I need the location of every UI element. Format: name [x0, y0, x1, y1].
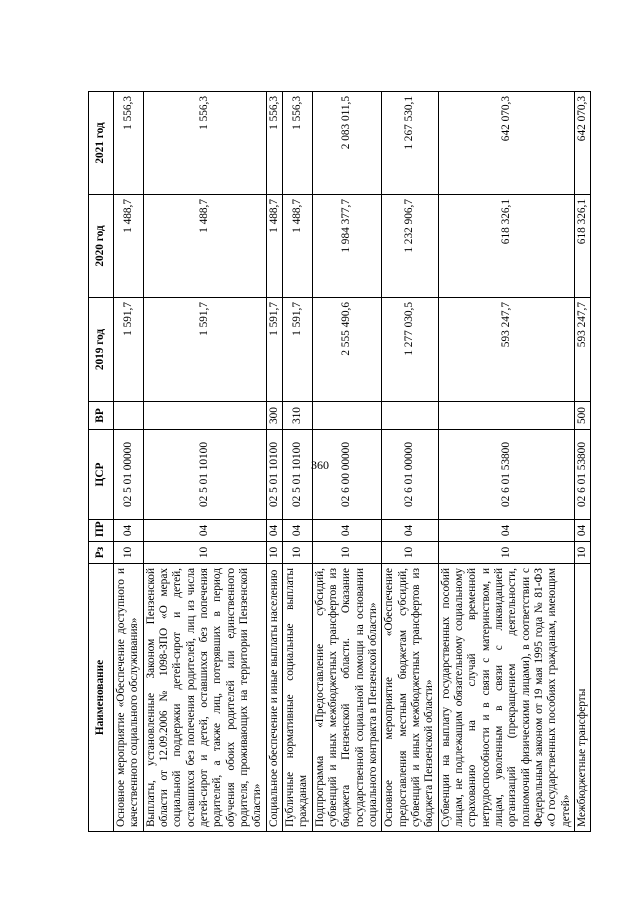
- row-vr: [143, 402, 266, 430]
- row-csr: 02 5 01 10100: [143, 430, 266, 520]
- row-rz: 10: [266, 542, 282, 564]
- row-csr: 02 6 01 00000: [382, 430, 438, 520]
- header-csr: ЦСР: [89, 430, 114, 520]
- row-csr: 02 6 00 00000: [312, 430, 382, 520]
- row-vr: [114, 402, 144, 430]
- table-row: [266, 92, 282, 832]
- row-2020: 1 232 906,7: [382, 195, 438, 298]
- row-2019: 1 591,7: [114, 298, 144, 402]
- header-2020: 2020 год: [89, 195, 114, 298]
- header-pr: ПР: [89, 520, 114, 542]
- row-2021: 2 083 011,5: [312, 92, 382, 195]
- row-2021: 642 070,3: [574, 92, 590, 195]
- rotated-sheet: [88, 92, 588, 832]
- row-2020: 1 488,7: [114, 195, 144, 298]
- row-name: Подпрограмма «Предоставление субсидий, субвенций и иных межбюджетных трансфертов из бюджета Пензенской области. Оказание государственной социальной помощи на основании социального контракта в Пензенской области»: [312, 564, 382, 832]
- row-2021: 1 556,3: [114, 92, 144, 195]
- row-vr: 310: [282, 402, 312, 430]
- table-header-row: [89, 92, 114, 832]
- row-name: Субвенции на выплату государственных пособий лицам, не подлежащим обязательному социальному страхованию на случай временной нетрудоспособности и в связи с материнством, и лицам, уволенным в связи с ликвидацией организаций (прекращением деятельности, полномочий физическими лицами), в соответствии с Федеральным законом от 19 мая 1995 года № 81-ФЗ «О государственных пособиях гражданам, имеющим детей»: [438, 564, 574, 832]
- row-csr: 02 5 01 10100: [282, 430, 312, 520]
- row-pr: 04: [282, 520, 312, 542]
- row-pr: 04: [114, 520, 144, 542]
- row-csr: 02 5 01 10100: [266, 430, 282, 520]
- row-2020: 1 488,7: [143, 195, 266, 298]
- table-row: [114, 92, 144, 832]
- row-vr: [382, 402, 438, 430]
- row-2019: 1 277 030,5: [382, 298, 438, 402]
- row-vr: [438, 402, 574, 430]
- row-2019: 593 247,7: [438, 298, 574, 402]
- page-number: 360: [311, 458, 329, 472]
- row-2020: 1 488,7: [266, 195, 282, 298]
- row-rz: 10: [114, 542, 144, 564]
- row-name: Межбюджетные трансферты: [574, 564, 590, 832]
- row-2020: 618 326,1: [438, 195, 574, 298]
- row-2019: 1 591,7: [282, 298, 312, 402]
- header-2021: 2021 год: [89, 92, 114, 195]
- row-pr: 04: [438, 520, 574, 542]
- row-2019: 2 555 490,6: [312, 298, 382, 402]
- budget-table: [88, 91, 591, 832]
- row-rz: 10: [438, 542, 574, 564]
- row-vr: 300: [266, 402, 282, 430]
- table-row: [282, 92, 312, 832]
- row-rz: 10: [282, 542, 312, 564]
- row-2021: 1 556,3: [143, 92, 266, 195]
- row-pr: 04: [312, 520, 382, 542]
- row-2020: 1 984 377,7: [312, 195, 382, 298]
- table-row: [382, 92, 438, 832]
- header-2019: 2019 год: [89, 298, 114, 402]
- row-vr: 500: [574, 402, 590, 430]
- row-pr: 04: [143, 520, 266, 542]
- row-name: Основное мероприятие «Обеспечение предоставления местным бюджетам субсидий, субвенций и иных межбюджетных трансфертов из бюджета Пензенской области»: [382, 564, 438, 832]
- row-2021: 1 556,3: [266, 92, 282, 195]
- row-pr: 04: [574, 520, 590, 542]
- row-name: Публичные нормативные социальные выплаты гражданам: [282, 564, 312, 832]
- row-2020: 618 326,1: [574, 195, 590, 298]
- row-rz: 10: [143, 542, 266, 564]
- row-2021: 1 267 530,1: [382, 92, 438, 195]
- header-rz: Рз: [89, 542, 114, 564]
- row-2020: 1 488,7: [282, 195, 312, 298]
- row-rz: 10: [382, 542, 438, 564]
- table-row: [143, 92, 266, 832]
- table-row: [574, 92, 590, 832]
- table-row: [438, 92, 574, 832]
- row-rz: 10: [312, 542, 382, 564]
- row-name: Выплаты, установленные Законом Пензенской области от 12.09.2006 № 1098-ЗПО «О мерах социальной поддержки детей-сирот и детей, оставшихся без попечения родителей, лиц из числа детей-сирот и детей, оставшихся без попечения родителей, а также лиц, потерявших в период обучения обоих родителей или единственного родителя, проживающих на территории Пензенской области»: [143, 564, 266, 832]
- row-csr: 02 6 01 53800: [574, 430, 590, 520]
- header-vr: ВР: [89, 402, 114, 430]
- row-name: Основное мероприятие «Обеспечение доступного и качественного социального обслуживания»: [114, 564, 144, 832]
- row-rz: 10: [574, 542, 590, 564]
- row-pr: 04: [266, 520, 282, 542]
- row-2021: 1 556,3: [282, 92, 312, 195]
- row-name: Социальное обеспечение и иные выплаты населению: [266, 564, 282, 832]
- row-pr: 04: [382, 520, 438, 542]
- row-2019: 1 591,7: [266, 298, 282, 402]
- row-2021: 642 070,3: [438, 92, 574, 195]
- row-csr: 02 6 01 53800: [438, 430, 574, 520]
- header-name: Наименование: [89, 564, 114, 832]
- table-row: [312, 92, 382, 832]
- row-2019: 593 247,7: [574, 298, 590, 402]
- row-2019: 1 591,7: [143, 298, 266, 402]
- row-csr: 02 5 01 00000: [114, 430, 144, 520]
- rotated-table-container: [88, 92, 588, 832]
- row-vr: [312, 402, 382, 430]
